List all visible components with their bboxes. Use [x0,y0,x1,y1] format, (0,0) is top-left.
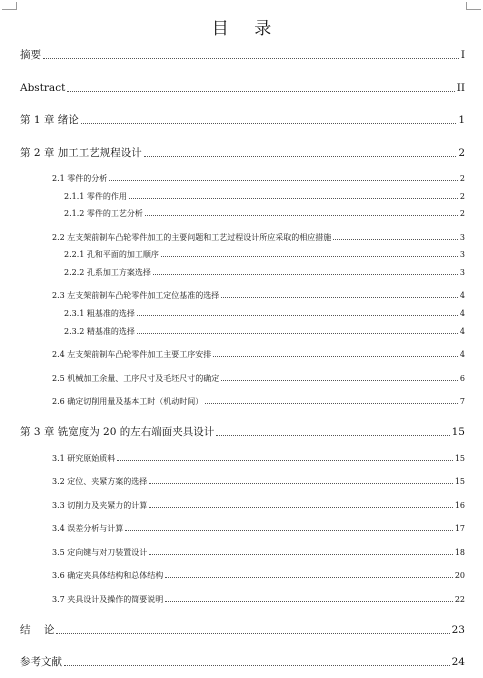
toc-entry-2-1[interactable] [52,175,465,183]
toc-entry-page: 18 [454,548,465,557]
toc-entry-3-3[interactable] [52,502,465,510]
toc-entry-label: 2.1.1 零件的作用 [64,192,127,201]
dot-leader [109,180,458,181]
toc-entry-3-7[interactable] [52,596,465,604]
toc-entry-page: 2 [458,147,465,159]
toc-entry-2-3-1[interactable] [64,310,465,318]
dot-leader [221,297,458,298]
toc-entry-label: 第 2 章 加工工艺规程设计 [20,147,142,159]
dot-leader [153,274,458,275]
toc-entry-label: 2.2.1 孔和平面的加工顺序 [64,250,159,259]
toc-entry-2-2-1[interactable] [64,251,465,259]
toc-entry-page: 15 [451,426,465,438]
page-corner-mark-left [2,2,17,10]
dot-leader [64,665,450,666]
toc-entry-label: 2.3.1 粗基准的选择 [64,309,135,318]
dot-leader [117,460,453,461]
toc-entry-label: 参考文献 [20,656,62,668]
toc-entry-page: 16 [454,501,465,510]
toc-entry-label: 2.2 左支架前制车凸轮零件加工的主要问题和工艺过程设计所应采取的相应措施 [52,233,332,242]
page-corner-mark-right [466,2,481,10]
toc-entry-2-4[interactable] [52,351,465,359]
toc-entry-2-6[interactable] [52,398,465,406]
toc-entry-references[interactable] [20,657,465,668]
dot-leader [56,633,449,634]
dot-leader [213,356,458,357]
toc-entry-page: 2 [459,174,465,183]
dot-leader [67,91,454,92]
toc-entry-label: 3.2 定位、夹紧方案的选择 [52,477,148,486]
dot-leader [129,198,458,199]
toc-entry-page: 1 [458,114,465,126]
toc-entry-3-5[interactable] [52,549,465,557]
dot-leader [149,507,453,508]
dot-leader [205,403,458,404]
toc-entry-page: 23 [451,624,465,636]
toc-entry-label: 3.6 确定夹具体结构和总体结构 [52,571,164,580]
toc-entry-label: 2.1 零件的分析 [52,174,108,183]
dot-leader [221,380,458,381]
toc-entry-2-1-1[interactable] [64,193,465,201]
toc-entry-label: 2.3 左支架前制车凸轮零件加工定位基准的选择 [52,291,220,300]
dot-leader [137,315,458,316]
dot-leader [149,554,453,555]
dot-leader [149,483,453,484]
toc-entry-label: Abstract [20,82,66,94]
toc-entry-page: 3 [459,268,465,277]
dot-leader [165,601,453,602]
toc-entry-page: 7 [459,397,465,406]
toc-entry-label: 3.5 定向键与对刀装置设计 [52,548,148,557]
dot-leader [137,333,458,334]
toc-entry-page: 4 [459,350,465,359]
toc-entry-label: 2.3.2 精基准的选择 [64,327,135,336]
toc-entry-label: 2.2.2 孔系加工方案选择 [64,268,151,277]
dot-leader [43,58,459,59]
toc-entry-3-4[interactable] [52,525,465,533]
toc-entry-page: 24 [451,656,465,668]
toc-entry-page: 20 [454,571,465,580]
toc-entry-chapter-1[interactable] [20,115,465,126]
toc-entry-2-1-2[interactable] [64,210,465,218]
toc-entry-label: 2.1.2 零件的工艺分析 [64,209,143,218]
toc-entry-conclusion[interactable] [20,625,465,636]
toc-entry-2-5[interactable] [52,375,465,383]
toc-entry-2-3[interactable] [52,292,465,300]
toc-entry-page: II [456,82,465,94]
toc-entry-page: 4 [459,327,465,336]
dot-leader [333,239,458,240]
toc-entry-2-2-2[interactable] [64,269,465,277]
toc-entry-page: 3 [459,233,465,242]
toc-entry-label: 3.4 误差分析与计算 [52,524,124,533]
dot-leader [216,435,449,436]
toc-entry-page: 22 [454,595,465,604]
dot-leader [144,156,457,157]
toc-entry-label: 2.5 机械加工余量、工序尺寸及毛坯尺寸的确定 [52,374,220,383]
toc-entry-abstract-en[interactable] [20,83,465,94]
toc-entry-2-3-2[interactable] [64,328,465,336]
toc-entry-label: 结 论 [20,624,55,636]
toc-entry-page: 3 [459,250,465,259]
toc-entry-page: 15 [454,477,465,486]
toc-entry-label: 摘要 [20,49,41,61]
toc-entry-label: 第 1 章 绪论 [20,114,79,126]
toc-entry-page: I [460,49,465,61]
dot-leader [125,530,453,531]
toc-entry-label: 3.3 切削力及夹紧力的计算 [52,501,148,510]
toc-entry-label: 2.4 左支架前制车凸轮零件加工主要工序安排 [52,350,212,359]
toc-entry-label: 3.1 研究原始质料 [52,454,116,463]
toc-title: 目 录 [211,19,282,39]
dot-leader [165,577,453,578]
toc-entry-chapter-3[interactable] [20,427,465,438]
toc-entry-page: 15 [454,454,465,463]
toc-entry-page: 2 [459,192,465,201]
toc-entry-label: 2.6 确定切削用量及基本工时（机动时间） [52,397,204,406]
toc-entry-page: 4 [459,291,465,300]
dot-leader [161,256,458,257]
toc-entry-page: 17 [454,524,465,533]
toc-entry-abstract-cn[interactable] [20,50,465,61]
toc-entry-label: 第 3 章 铣宽度为 20 的左右端面夹具设计 [20,426,215,438]
dot-leader [145,215,458,216]
toc-entry-page: 2 [459,209,465,218]
toc-entry-page: 6 [459,374,465,383]
toc-entry-label: 3.7 夹具设计及操作的简要说明 [52,595,164,604]
toc-entry-3-6[interactable] [52,572,465,580]
toc-entry-chapter-2[interactable] [20,148,465,159]
toc-entry-page: 4 [459,309,465,318]
dot-leader [81,123,457,124]
toc-entry-3-1[interactable] [52,455,465,463]
toc-entry-3-2[interactable] [52,478,465,486]
toc-entry-2-2[interactable] [52,234,465,242]
